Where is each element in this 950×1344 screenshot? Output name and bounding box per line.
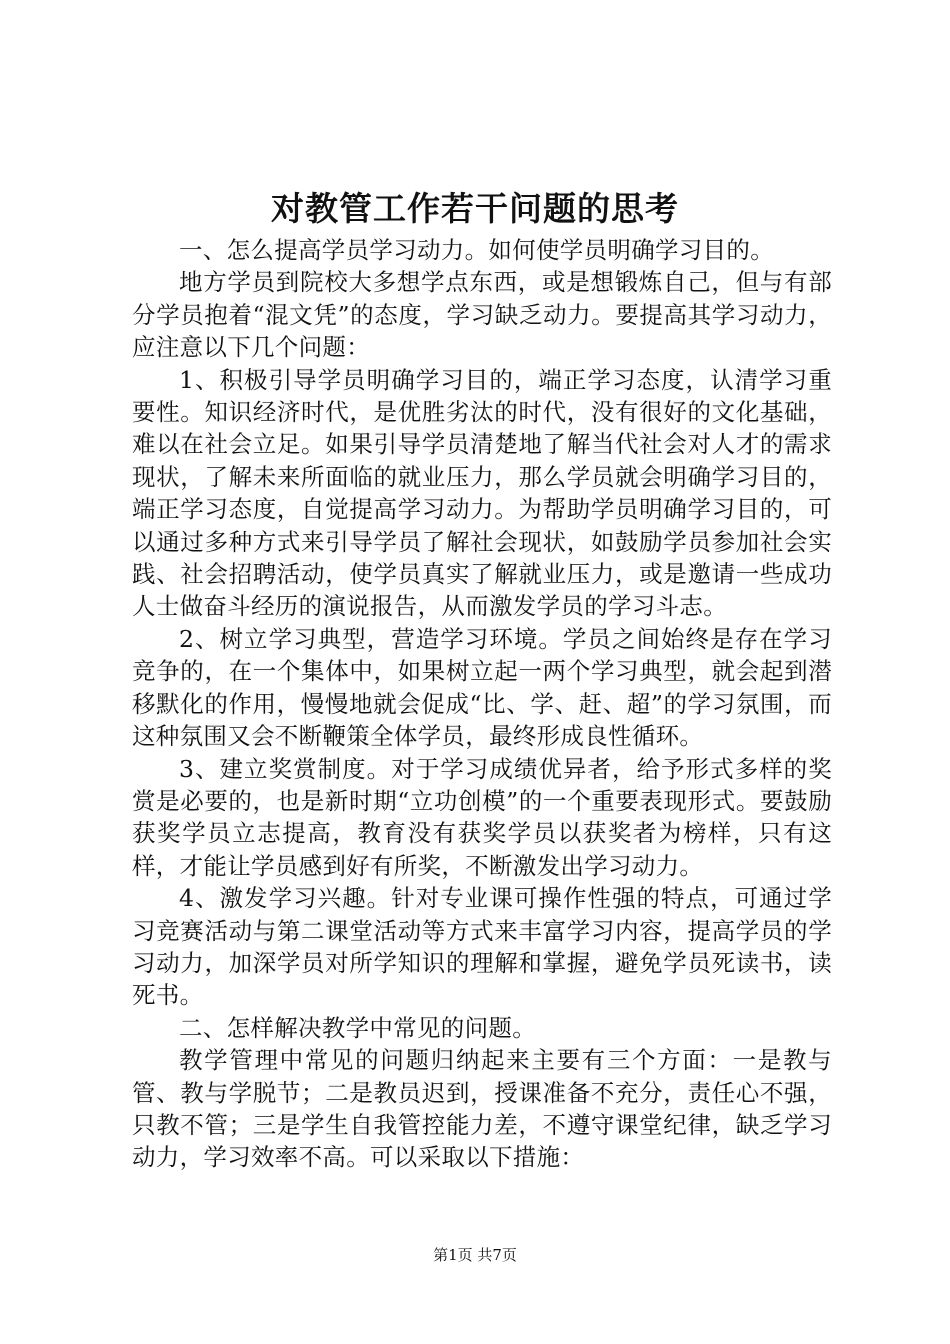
- document-body: [132, 234, 832, 1174]
- section-heading-2: 二、怎样解决教学中常见的问题。: [179, 1013, 536, 1042]
- body-paragraph: 1、积极引导学员明确学习目的，端正学习态度，认清学习重要性。知识经济时代，是优胜劣汰的时代，没有很好的文化基础，难以在社会立足。如果引导学员清楚地了解当代社会对人才的需求现状，了解未来所面临的就业压力，那么学员就会明确学习目的，端正学习态度，自觉提高学习动力。为帮助学员明确学习目的，可以通过多种方式来引导学员了解社会现状，如鼓励学员参加社会实践、社会招聘活动，使学员真实了解就业压力，或是邀请一些成功人士做奋斗经历的演说报告，从而激发学员的学习斗志。: [132, 365, 832, 621]
- body-paragraph: 2、树立学习典型，营造学习环境。学员之间始终是存在学习竞争的，在一个集体中，如果树立起一两个学习典型，就会起到潜移默化的作用，慢慢地就会促成“比、学、赶、超”的学习氛围，而这种氛围又会不断鞭策全体学员，最终形成良性循环。: [132, 624, 832, 751]
- body-paragraph: 3、建立奖赏制度。对于学习成绩优异者，给予形式多样的奖赏是必要的，也是新时期“立功创模”的一个重要表现形式。要鼓励获奖学员立志提高，教育没有获奖学员以获奖者为榜样，只有这样，才能让学员感到好有所奖，不断激发出学习动力。: [132, 754, 832, 880]
- body-paragraph: 地方学员到院校大多想学点东西，或是想锻炼自己，但与有部分学员抱着“混文凭”的态度，学习缺乏动力。要提高其学习动力，应注意以下几个问题：: [132, 268, 832, 362]
- section-heading-1: 一、怎么提高学员学习动力。如何使学员明确学习目的。: [179, 236, 774, 264]
- body-paragraph: 教学管理中常见的问题归纳起来主要有三个方面：一是教与管、教与学脱节；二是教员迟到，授课准备不充分，责任心不强，只教不管；三是学生自我管控能力差，不遵守课堂纪律，缺乏学习动力，学习效率不高。可以采取以下措施：: [132, 1046, 832, 1172]
- page-number-footer: 第1页 共7页: [433, 1246, 517, 1264]
- document-title: 对教管工作若干问题的思考: [271, 189, 679, 228]
- body-paragraph: 4、激发学习兴趣。针对专业课可操作性强的特点，可通过学习竞赛活动与第二课堂活动等方式来丰富学习内容，提高学员的学习动力，加深学员对所学知识的理解和掌握，避免学员死读书，读死书。: [132, 884, 832, 1010]
